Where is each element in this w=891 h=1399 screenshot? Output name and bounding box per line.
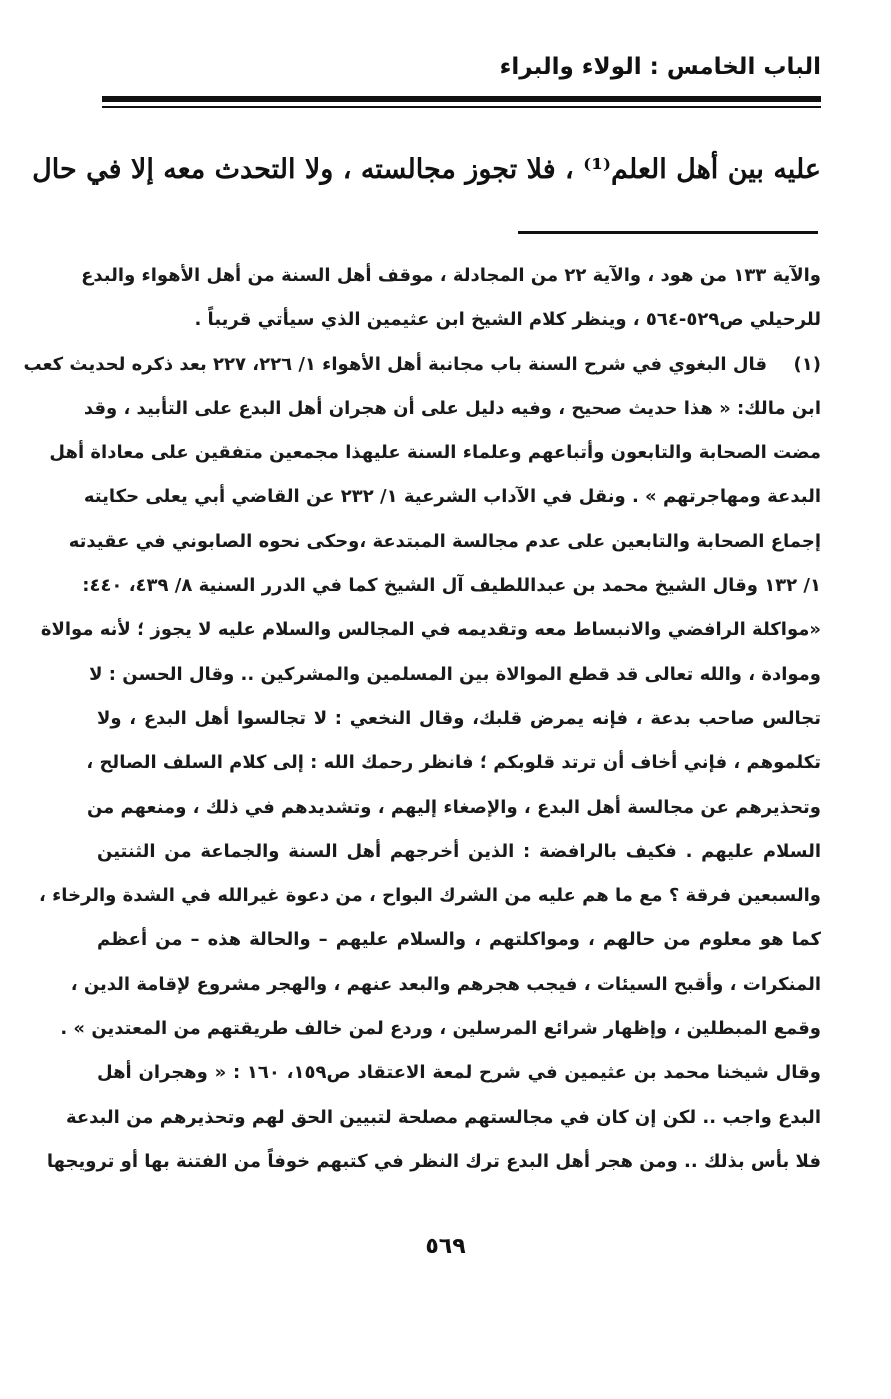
footnote-line: ابن مالك: « هذا حديث صحيح ، وفيه دليل على أن هجران أهل البدع على التأبيد ، وقد (83, 397, 821, 419)
footnote-line: مضت الصحابة والتابعون وأتباعهم وعلماء السنة عليهذا مجمعين متفقين على معاداة أهل (49, 442, 821, 464)
footnote-separator (518, 231, 818, 234)
footnote-line: إجماع الصحابة والتابعين على عدم مجالسة المبتدعة ،وحكى نحوه الصابوني في عقيدته (68, 530, 821, 552)
page-number: ٥٦٩ (425, 1234, 466, 1259)
main-body-text: عليه بين أهل العلم⁽¹⁾ ، فلا تجوز مجالسته ، ولا التحدث معه إلا في حال (32, 154, 821, 185)
footnote-line: تجالس صاحب بدعة ، فإنه يمرض قلبك، وقال النخعي : لا تجالسوا أهل البدع ، ولا (97, 707, 821, 729)
header-rule-thick (102, 96, 821, 102)
footnote-marker: (١) (793, 353, 821, 375)
footnote-line: البدعة ومهاجرتهم » . ونقل في الآداب الشرعية ١/ ٢٣٢ عن القاضي أبي يعلى حكايته (83, 486, 821, 508)
footnote-line: وموادة ، والله تعالى قد قطع الموالاة بين المسلمين والمشركين .. وقال الحسن : لا (89, 663, 821, 685)
footnote-line: وقال شيخنا محمد بن عثيمين في شرح لمعة الاعتقاد ص١٥٩، ١٦٠ : « وهجران أهل (97, 1062, 821, 1084)
footnote-line: وقمع المبطلين ، وإظهار شرائع المرسلين ، وردع لمن خالف طريقتهم من المعتدين » . (60, 1018, 821, 1040)
footnote-line: وتحذيرهم عن مجالسة أهل البدع ، والإصغاء إليهم ، وتشديدهم في ذلك ، ومنعهم من (86, 796, 821, 818)
footnote-line: ١/ ١٣٢ وقال الشيخ محمد بن عبداللطيف آل الشيخ كما في الدرر السنية ٨/ ٤٣٩، ٤٤٠: (82, 575, 821, 597)
footnote-line: تكلموهم ، فإني أخاف أن ترتد قلوبكم ؛ فانظر رحمك الله : إلى كلام السلف الصالح ، (86, 752, 821, 774)
footnotes-section (23, 254, 821, 1184)
footnote-line: والسبعين فرقة ؟ مع ما هم عليه من الشرك البواح ، من دعوة غيرالله في الشدة والرخاء ، (39, 885, 821, 907)
footnote-1 (23, 343, 821, 387)
footnote-line: السلام عليهم . فكيف بالرافضة : الذين أخرجهم أهل السنة والجماعة من الثنتين (97, 840, 821, 862)
chapter-header-title: الباب الخامس : الولاء والبراء (499, 54, 821, 80)
footnote-line: فلا بأس بذلك .. ومن هجر أهل البدع ترك النظر في كتبهم خوفاً من الفتنة بها أو ترويجها (46, 1150, 821, 1172)
footnote-line: البدع واجب .. لكن إن كان في مجالستهم مصلحة لتبيين الحق لهم وتحذيرهم من البدعة (65, 1106, 821, 1128)
footnote-continued-line: والآية ١٣٣ من هود ، والآية ٢٢ من المجادلة ، موقف أهل السنة من أهل الأهواء والبدع (81, 265, 821, 286)
footnote-line: كما هو معلوم من حالهم ، ومواكلتهم ، والسلام عليهم – والحالة هذه – من أعظم (97, 929, 821, 951)
footnote-line: قال البغوي في شرح السنة باب مجانبة أهل الأهواء ١/ ٢٢٦، ٢٢٧ بعد ذكره لحديث كعب (23, 353, 767, 375)
header-rule-thin (102, 106, 821, 108)
footnote-line: المنكرات ، وأقبح السيئات ، فيجب هجرهم والبعد عنهم ، والهجر مشروع لإقامة الدين ، (70, 973, 821, 995)
footnote-continued-line: للرحيلي ص٥٢٩-٥٦٤ ، وينظر كلام الشيخ ابن عثيمين الذي سيأتي قريباً . (194, 309, 821, 331)
footnote-line: «مواكلة الرافضي والانبساط معه وتقديمه في المجالس والسلام عليه لا يجوز ؛ لأنه موالاة (40, 619, 821, 641)
